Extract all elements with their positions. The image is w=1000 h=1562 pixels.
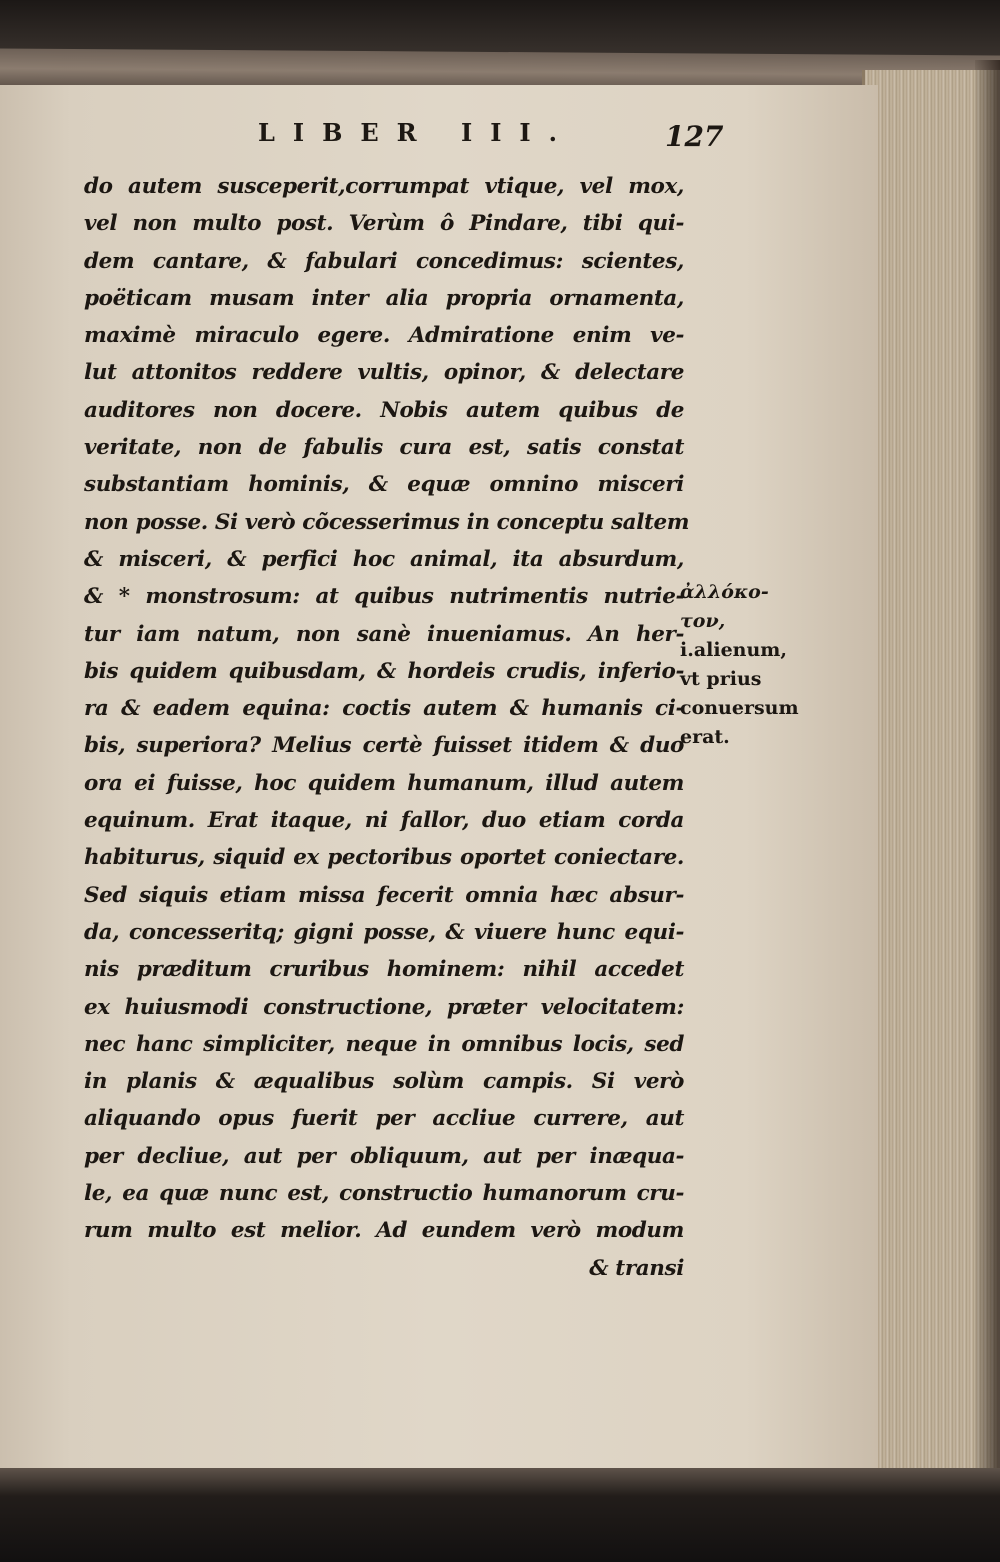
text-line: substantiam hominis, & equæ omnino misceri: [84, 472, 684, 498]
catchword: & transi: [589, 1255, 684, 1281]
text-line: lut attonitos reddere vultis, opinor, & delectare: [84, 360, 684, 386]
text-line: maximè miraculo egere. Admiratione enim ve-: [84, 323, 684, 349]
gloss-line: conuersum: [680, 697, 799, 719]
marginal-gloss: [680, 578, 820, 752]
main-text: [84, 168, 690, 1287]
running-head: LIBER III.: [258, 118, 576, 147]
gloss-line: vt prius: [680, 668, 762, 690]
text-line: nis præditum cruribus hominem: nihil accedet: [84, 957, 684, 983]
text-line: auditores non docere. Nobis autem quibus de: [84, 397, 684, 423]
text-line: poëticam musam inter alia propria ornamenta,: [84, 285, 684, 311]
gloss-line: erat.: [680, 726, 730, 748]
page-number: 127: [665, 120, 724, 153]
text-line: & * monstrosum: at quibus nutrimentis nutrie-: [84, 584, 684, 610]
text-line: da, concesseritq; gigni posse, & viuere hunc equi-: [84, 919, 684, 945]
text-line: le, ea quæ nunc est, constructio humanorum cru-: [84, 1181, 684, 1207]
text-line: do autem susceperit,corrumpat vtique, vel mox,: [84, 174, 684, 199]
text-line: vel non multo post. Verùm ô Pindare, tibi qui-: [84, 211, 684, 237]
text-line: equinum. Erat itaque, ni fallor, duo etiam corda: [84, 808, 684, 834]
text-line: bis, superiora? Melius certè fuisset itidem & duo: [84, 733, 684, 759]
page-header: [0, 118, 878, 158]
text-line: veritate, non de fabulis cura est, satis constat: [84, 435, 684, 461]
book-cover-bottom: [0, 1468, 1000, 1562]
gloss-line: i.alienum,: [680, 639, 788, 661]
text-line: ra & eadem equina: coctis autem & humanis ci-: [84, 696, 684, 722]
text-line: per decliue, aut per obliquum, aut per inæqua-: [84, 1143, 684, 1169]
text-line: Sed siquis etiam missa fecerit omnia hæc absur-: [84, 882, 684, 908]
text-line: ora ei fuisse, hoc quidem humanum, illud autem: [84, 770, 684, 796]
gloss-line: τον,: [680, 610, 726, 632]
text-line: ex huiusmodi constructione, præter velocitatem:: [84, 994, 684, 1020]
gloss-line: ἀλλόκο-: [680, 581, 769, 603]
text-line: nec hanc simpliciter, neque in omnibus locis, sed: [84, 1031, 684, 1057]
text-line: & misceri, & perfici hoc animal, ita absurdum,: [84, 546, 684, 572]
text-line: rum multo est melior. Ad eundem verò modum: [84, 1218, 684, 1244]
text-line: bis quidem quibusdam, & hordeis crudis, inferio-: [84, 658, 684, 684]
fore-edge-shadow: [975, 60, 1000, 1480]
text-line: tur iam natum, non sanè inueniamus. An her-: [84, 621, 684, 647]
text-line: in planis & æqualibus solùm campis. Si verò: [84, 1069, 684, 1095]
text-line: aliquando opus fuerit per accliue currere, aut: [84, 1106, 684, 1132]
text-line: dem cantare, & fabulari concedimus: scientes,: [84, 248, 684, 274]
text-line: habiturus, siquid ex pectoribus oportet coniectare.: [84, 845, 684, 871]
text-line: non posse. Si verò cõcesserimus in conceptu saltem: [84, 509, 690, 535]
